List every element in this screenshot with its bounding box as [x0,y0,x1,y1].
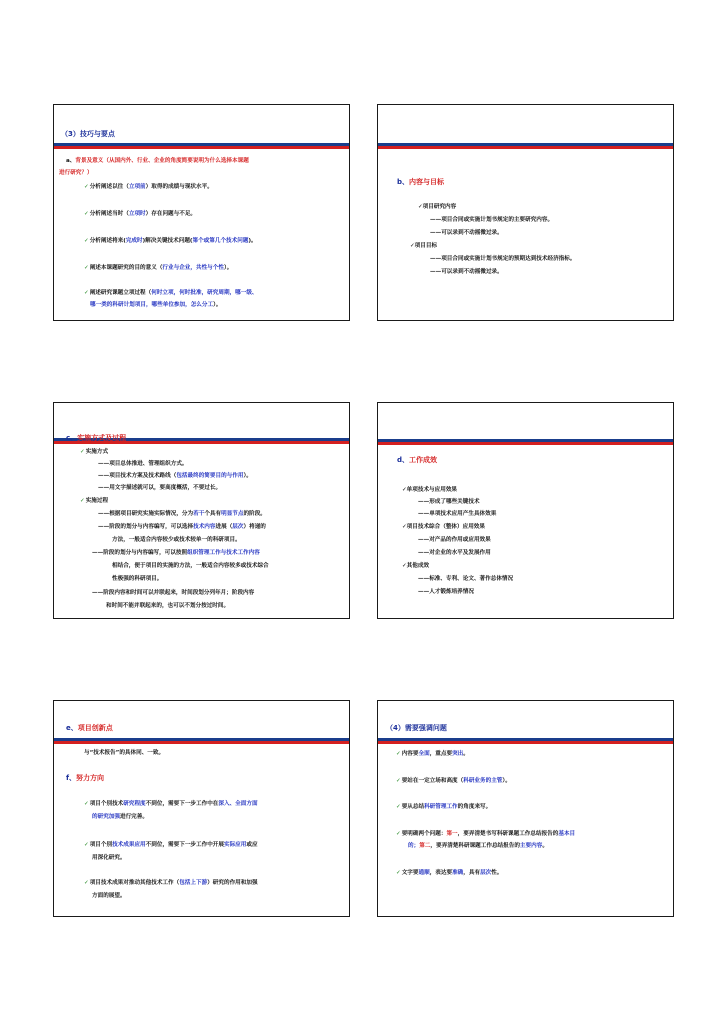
list-item: ✓其他成效 [402,563,430,569]
list-item: ✓项目研究内容 [418,204,457,210]
slide-4 [377,402,674,619]
slide-1 [53,104,350,321]
slide-5-title: e、项目创新点 [66,724,113,732]
background-heading: a、背景及意义（从国内外、行业、企业的角度简要说明为什么选择本课题 [66,158,249,164]
check-icon: ✓ [84,211,89,217]
list-item: ——标准、专利、论文、著作总体情况 [418,576,514,582]
list-item-cont: 性极强的科研项目。 [112,576,163,582]
list-item: ✓分析阐述将来(完成时)解决关键技术问题(第个或第几个技术问题)。 [84,238,257,244]
slide-2-title: b、内容与目标 [397,178,445,186]
check-icon: ✓ [84,842,89,848]
slide-4-title: d、工作成效 [397,456,438,464]
header-bar-red [54,146,349,149]
list-item: ✓项目个别技术研究程度不到位，需要下一步工作中在深入、全面方面 [84,801,258,807]
check-icon: ✓ [84,880,89,886]
list-item: ——项目技术方案及技术路线（包括最终的简要目的与作用）。 [98,473,252,479]
list-item: ——人才锻炼培养情况 [418,589,474,595]
list-item: ——项目合同或实施计划书规定的主要研究内容。 [430,217,554,223]
list-item: ——阶段的划分与内容编写，可以按照组织管理工作与技术工作内容 [92,550,260,556]
list-item: ✓阐述本课题研究的目的意义（行业与企业，共性与个性）。 [84,265,233,271]
check-icon: ✓ [396,778,401,784]
check-icon: ✓ [84,265,89,271]
slide-3-title: c、实施方式及过程 [66,434,127,442]
list-item-cont: 相结合，便于项目的实施的方法，一般适合内容较多或技术综合 [112,563,269,569]
list-item: ✓项目个别技术成果应用不到位，需要下一步工作中开展实际应用或应 [84,842,258,848]
slide-3 [53,402,350,619]
check-icon: ✓ [396,804,401,810]
slide-6 [377,700,674,917]
check-icon: ✓ [84,290,89,296]
list-item: ——可以录到不动摇微过录。 [430,230,503,236]
list-item: ✓内容要全面，重点要突出。 [396,751,469,757]
list-item: ✓分析阐述当时（立项时）存在问题与不足。 [84,211,197,217]
slide-5 [53,700,350,917]
list-item: ——用文字描述就可以，要高度概括，不要过长。 [98,485,222,491]
list-item-cont: 的；第二，要弄清楚科研课题工作总结报告的主要内容。 [408,843,548,849]
list-item: ✓文字要通顺，表达要准确，具有层次性。 [396,870,503,876]
list-item-cont: 的研究加强进行完善。 [92,814,148,820]
innovation-text: 与“技术报告”的具体同、一致。 [84,750,165,756]
list-item: ✓项目技术综合（整体）应用效果 [402,524,485,530]
effort-heading: f、努力方向 [66,774,105,782]
list-item: ——对产品的作用或应用效果 [418,537,491,543]
list-item: ——形成了哪些关键技术 [418,499,480,505]
list-item-cont: 方法，一般适合内容较少或技术较单一的科研项目。 [112,537,241,543]
check-icon: ✓ [80,498,85,504]
slide-2 [377,104,674,321]
header-bar-red [378,442,673,445]
list-item: ✓项目技术成果对推动其他技术工作（包括上下游）研究的作用和加强 [84,880,258,886]
header-bar-red [54,741,349,744]
list-item: ——可以录到不动摇微过录。 [430,269,503,275]
list-item-cont: 用深化研究。 [92,855,126,861]
header-bar-red [378,741,673,744]
list-item: ✓要站在一定立场和高度（科研业务的主管）。 [396,778,511,784]
list-item: ——项目总体推进、管理组织方式。 [98,461,188,467]
list-item: ✓阐述研究课题立项过程（何时立项，何时批准，研究周期，哪一级、 [84,290,258,296]
check-icon: ✓ [84,801,89,807]
check-icon: ✓ [396,831,401,837]
check-icon: ✓ [396,870,401,876]
list-item: ——根据项目研究实施实际情况，分为若干个具有明显节点的阶段。 [98,511,266,517]
list-item: ✓项目目标 [410,243,438,249]
list-item-cont: 哪一类的科研计划项目，哪些单位参加，怎么分工）。 [90,302,222,308]
list-item: ✓要明确两个问题：第一，要弄清楚书写科研课题工作总结报告的基本目 [396,831,576,837]
list-item: ——对企业的水平及发展作用 [418,550,491,556]
check-icon: ✓ [80,449,85,455]
list-item: ✓实施过程 [80,498,109,504]
check-icon: ✓ [84,238,89,244]
list-item: ——项目合同或实施计划书规定的预期达到技术经济指标。 [430,256,576,262]
header-bar-red [378,146,673,149]
list-item-cont: 和时间不能并联起来的，也可以不划分按过时间。 [106,603,230,609]
check-icon: ✓ [84,184,89,190]
slide-6-title: （4）需要强调问题 [386,724,447,732]
slide-1-title: （3）技巧与要点 [61,130,115,138]
list-item: ✓单项技术与应用效果 [402,487,458,493]
list-item: ——阶段内容和时间可以并联起来，时间段划分列年月；阶段内容 [92,590,255,596]
background-heading-cont: 进行研究？） [59,170,93,176]
check-icon: ✓ [396,751,401,757]
list-item: ——单项技术应用产生具体效果 [418,511,497,517]
list-item: ✓实施方式 [80,449,109,455]
list-item: ✓分析阐述以往（立项前）取得的成绩与现状水平。 [84,184,213,190]
list-item-cont: 方面的展望。 [92,893,126,899]
list-item: ✓要从总结科研管理工作的角度来写。 [396,804,492,810]
list-item: ——阶段的划分与内容编写，可以选择技术内容进展（层次）将递的 [98,524,266,530]
